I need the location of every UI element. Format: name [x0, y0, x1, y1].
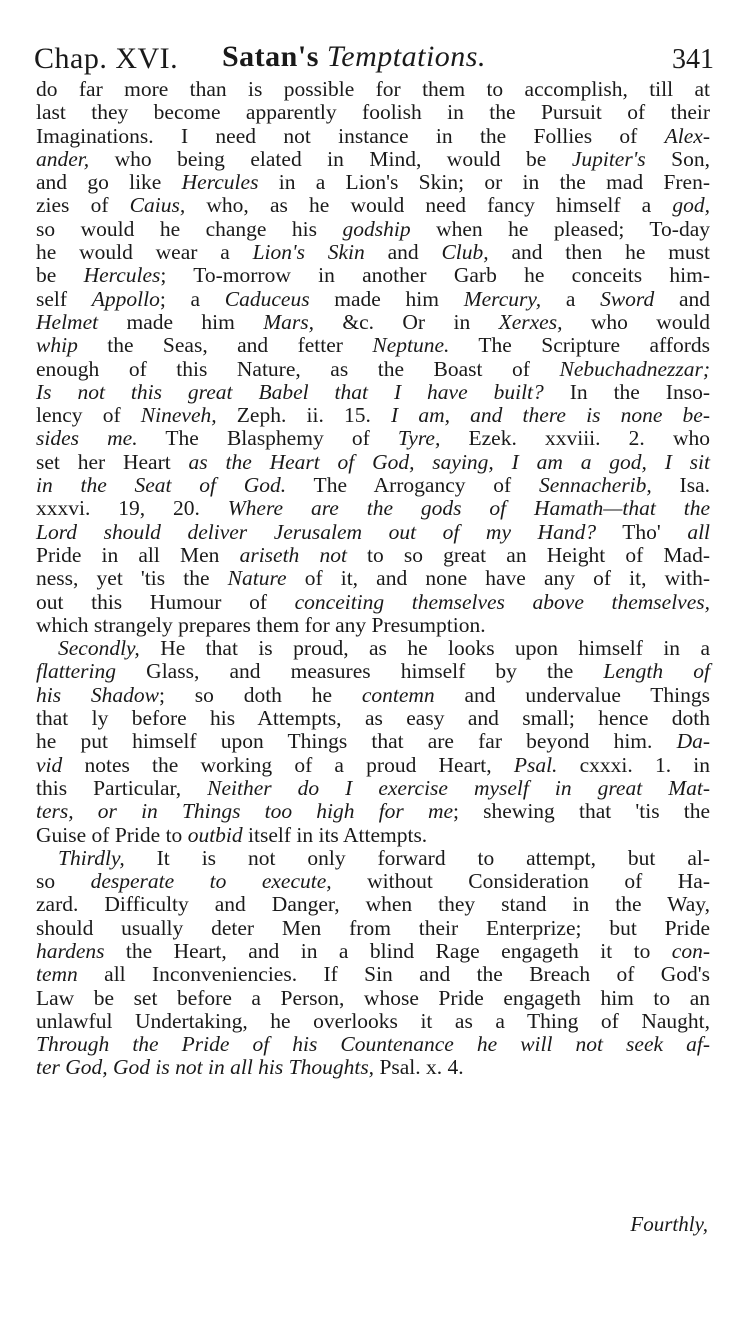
italic-text: his Shadow [36, 682, 159, 707]
italic-text: Helmet [36, 309, 99, 334]
text-line [36, 218, 710, 241]
text-line [36, 404, 710, 427]
roman-text: and [364, 240, 442, 265]
roman-text: unlawful Undertaking, he overlooks it as a Thing of Naught, [36, 1008, 710, 1033]
italic-text: Lord should deliver Jerusalem out of my Hand? [36, 519, 597, 544]
roman-text: so [36, 869, 91, 894]
page-number: 341 [672, 44, 714, 75]
running-title-plain: Satan's [222, 40, 319, 73]
roman-text: ; To-morrow in another Garb he conceits him- [160, 263, 710, 288]
text-line [36, 334, 710, 357]
roman-text: set her Heart [36, 449, 189, 474]
text-line [36, 660, 710, 683]
italic-text: ters, or in Things too high for me [36, 799, 454, 824]
text-line [36, 684, 710, 707]
roman-text: Zeph. ii. 15. [216, 403, 392, 428]
italic-text: Appollo [91, 286, 160, 311]
text-line [36, 474, 710, 497]
roman-text: so would he change his [36, 216, 343, 241]
roman-text: and then he must [488, 240, 711, 265]
text-line [36, 707, 710, 730]
roman-text: of it, and none have any of it, with- [286, 566, 710, 591]
italic-text: desperate to execute, [90, 869, 332, 894]
roman-text: the Seas, and fetter [77, 333, 373, 358]
text-line [36, 730, 710, 753]
italic-text: Sword [600, 286, 655, 311]
italic-text: temn [36, 962, 78, 987]
roman-text: without Consideration of Ha- [331, 869, 710, 894]
roman-text: Son, [645, 146, 710, 171]
roman-text: Ezek. xxviii. 2. who [440, 426, 710, 451]
text-line [36, 567, 710, 590]
roman-text: who being elated in Mind, would be [89, 146, 572, 171]
italic-text: Lion's Skin [252, 240, 365, 265]
roman-text: Imaginations. I need not instance in the Follies of [36, 123, 665, 148]
text-line [36, 591, 710, 614]
roman-text: a [541, 286, 601, 311]
text-line [36, 800, 710, 823]
text-line [36, 1033, 710, 1056]
italic-text: vid [36, 752, 63, 777]
text-line [36, 963, 710, 986]
roman-text: in a Lion's Skin; or in the mad Fren- [258, 170, 710, 195]
roman-text: made him [98, 309, 264, 334]
text-line [36, 614, 710, 637]
roman-text: ; shewing that 'tis the [453, 799, 710, 824]
roman-text: He that is proud, as he looks upon himself in a [139, 636, 710, 661]
roman-text: which strangely prepares them for any Presumption. [36, 612, 486, 637]
roman-text: notes the working of a proud Heart, [62, 752, 514, 777]
roman-text: this Particular, [36, 775, 208, 800]
roman-text: and [654, 286, 710, 311]
italic-text: contemn [361, 682, 435, 707]
roman-text: self [36, 286, 92, 311]
roman-text: that ly before his Attempts, as easy and small; hence doth [36, 706, 710, 731]
italic-text: Caduceus [224, 286, 310, 311]
italic-text: Mercury, [463, 286, 542, 311]
roman-text: Glass, and measures himself by the [116, 659, 604, 684]
italic-text: Xerxes, [498, 309, 563, 334]
italic-text: ter God, God is not in all his Thoughts, [36, 1055, 375, 1080]
roman-text: &c. Or in [314, 309, 499, 334]
roman-text: Pride in all Men [36, 542, 240, 567]
italic-text: Neptune. [372, 333, 450, 358]
roman-text: he put himself upon Things that are far beyond him. [36, 729, 677, 754]
italic-text: ander, [36, 146, 90, 171]
roman-text: all Inconveniencies. If Sin and the Breach of God's [77, 962, 710, 987]
italic-text: Psal. [513, 752, 558, 777]
text-line [36, 521, 710, 544]
text-line [36, 264, 710, 287]
catchword: Fourthly, [630, 1212, 708, 1236]
italic-text: god, [672, 193, 710, 218]
italic-text: Caius, [129, 193, 186, 218]
roman-text: Psal. x. 4. [374, 1055, 464, 1080]
text-line [36, 451, 710, 474]
italic-text: ariseth not [239, 542, 347, 567]
italic-text: Length of [603, 659, 710, 684]
roman-text: In the Inso- [543, 379, 710, 404]
italic-text: Tyre, [397, 426, 441, 451]
italic-text: Nineveh, [140, 403, 217, 428]
text-line [36, 917, 710, 940]
italic-text: Hercules [181, 170, 259, 195]
roman-text: Guise of Pride to [36, 822, 188, 847]
italic-text: Through the Pride of his Countenance he will not seek af- [36, 1032, 710, 1057]
italic-text: Where are the gods of Hamath—that the [227, 496, 710, 521]
italic-text: whip [36, 333, 78, 358]
text-line [36, 754, 710, 777]
running-title [222, 40, 486, 74]
roman-text: lency of [36, 403, 141, 428]
text-line [36, 194, 710, 217]
italic-text: godship [342, 216, 411, 241]
roman-text: should usually deter Men from their Enterprize; but Pride [36, 915, 710, 940]
roman-text: who would [562, 309, 710, 334]
italic-text: con- [671, 938, 710, 963]
running-title-italic: Temptations. [326, 40, 486, 73]
roman-text: zard. Difficulty and Danger, when they stand in the Way, [36, 892, 710, 917]
roman-text: and undervalue Things [434, 682, 711, 707]
italic-text: Alex- [664, 123, 710, 148]
italic-text: Neither do I exercise myself in great Mat- [207, 775, 710, 800]
italic-text: all [687, 519, 711, 544]
italic-text: sides me. [36, 426, 138, 451]
text-line [36, 940, 710, 963]
roman-text: enough of this Nature, as the Boast of [36, 356, 560, 381]
roman-text: ness, yet 'tis the [36, 566, 228, 591]
text-line [36, 78, 710, 101]
roman-text: who, as he would need fancy himself a [185, 193, 673, 218]
roman-text: last they become apparently foolish in the Pursuit of their [36, 100, 710, 125]
italic-text: Nebuchadnezzar; [559, 356, 710, 381]
italic-text: hardens [36, 938, 105, 963]
italic-text: Mars, [263, 309, 315, 334]
text-line [36, 288, 710, 311]
italic-text: Nature [227, 566, 287, 591]
italic-text: flattering [36, 659, 117, 684]
roman-text: itself in its Attempts. [242, 822, 428, 847]
text-line [36, 777, 710, 800]
roman-text: xxxvi. 19, 20. [36, 496, 228, 521]
roman-text: It is not only forward to attempt, but al- [124, 845, 710, 870]
text-line [36, 870, 710, 893]
italic-text: in the Seat of God. [36, 473, 287, 498]
text-line [36, 171, 710, 194]
text-line [36, 637, 710, 660]
roman-text: cxxxi. 1. in [557, 752, 710, 777]
text-line [36, 847, 710, 870]
roman-text: Tho' [596, 519, 688, 544]
text-line [36, 497, 710, 520]
italic-text: Sennacherib, [538, 473, 652, 498]
roman-text: ; so doth he [159, 682, 362, 707]
italic-text: Is not this great Babel that I have built? [36, 379, 544, 404]
italic-text: Hercules [83, 263, 161, 288]
roman-text: to so great an Height of Mad- [346, 542, 710, 567]
italic-text: Secondly, [58, 636, 140, 661]
italic-text: as the Heart of God, saying, I am a god, I sit [188, 449, 710, 474]
text-line [36, 358, 710, 381]
chapter-label: Chap. XVI. [34, 42, 179, 75]
text-line [36, 311, 710, 334]
italic-text: Da- [676, 729, 710, 754]
roman-text: out this Humour of [36, 589, 295, 614]
roman-text: Law be set before a Person, whose Pride engageth him to an [36, 985, 710, 1010]
italic-text: Jupiter's [571, 146, 646, 171]
text-line [36, 381, 710, 404]
text-line [36, 241, 710, 264]
roman-text: do far more than is possible for them to accomplish, till at [36, 77, 710, 101]
italic-text: Club, [441, 240, 489, 265]
text-line [36, 427, 710, 450]
roman-text: ; a [159, 286, 225, 311]
roman-text: be [36, 263, 84, 288]
text-line [36, 824, 710, 847]
roman-text: zies of [36, 193, 130, 218]
roman-text: made him [309, 286, 464, 311]
text-line [36, 1056, 710, 1079]
text-line [36, 148, 710, 171]
roman-text: Isa. [651, 473, 710, 498]
roman-text: The Scripture affords [449, 333, 710, 358]
text-line [36, 101, 710, 124]
text-line [36, 987, 710, 1010]
roman-text: he would wear a [36, 240, 253, 265]
italic-text: outbid [187, 822, 243, 847]
roman-text: and go like [36, 170, 182, 195]
text-line [36, 125, 710, 148]
roman-text: The Blasphemy of [137, 426, 398, 451]
roman-text: The Arrogancy of [286, 473, 539, 498]
text-line [36, 1010, 710, 1033]
text-line [36, 893, 710, 916]
text-line [36, 544, 710, 567]
roman-text: the Heart, and in a blind Rage engageth it to [104, 938, 672, 963]
body-text [36, 78, 710, 1080]
italic-text: Thirdly, [58, 845, 125, 870]
italic-text: conceiting themselves above themselves, [294, 589, 710, 614]
italic-text: I am, and there is none be- [391, 403, 711, 428]
roman-text: when he pleased; To-day [410, 216, 710, 241]
